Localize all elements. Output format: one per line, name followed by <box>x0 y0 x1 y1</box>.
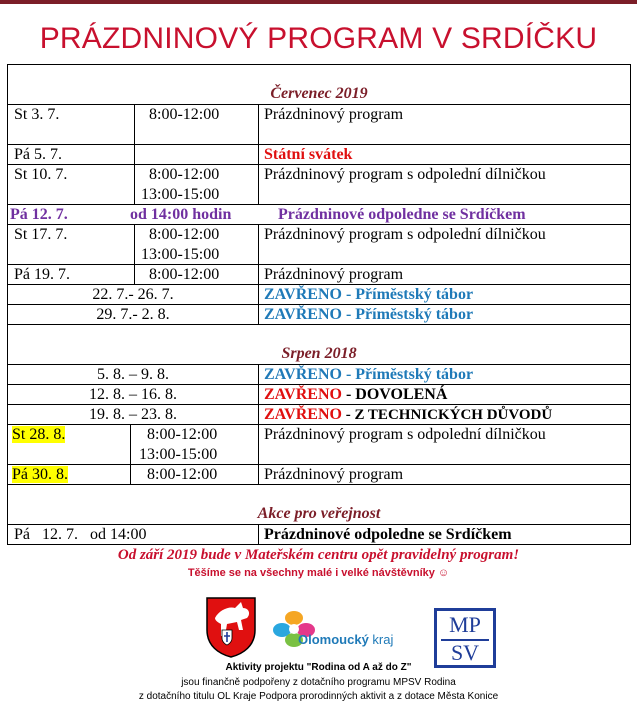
table-row <box>8 165 630 205</box>
time-start: 8:00-12:00 <box>149 106 220 123</box>
date-range: 19. 8. – 23. 8. <box>89 406 177 423</box>
table-row <box>8 225 630 265</box>
program-cell: Prázdninový program <box>258 465 403 484</box>
closed-cell <box>258 305 473 324</box>
closed-cell <box>258 385 447 404</box>
closed-cell <box>258 365 473 384</box>
table-row <box>8 525 630 544</box>
program-cell: Prázdninový program s odpolední dílničkou <box>258 425 546 464</box>
time-cell <box>134 145 258 164</box>
program-cell: Státní svátek <box>258 145 352 164</box>
schedule-table <box>7 64 631 545</box>
footer-funding-line: jsou finančně podpořeny z dotačního programu MPSV Rodina <box>181 677 456 688</box>
closed-reason: - Příměstský tábor <box>341 286 474 303</box>
time-cell <box>130 425 258 464</box>
table-row <box>8 265 630 285</box>
date-range: 5. 8. – 9. 8. <box>97 366 169 383</box>
time-cell <box>134 225 258 264</box>
mpsv-top: MP <box>449 612 481 637</box>
table-row-closed <box>8 305 630 325</box>
closed-cell <box>258 285 473 304</box>
olomoucky-word: Olomoucký <box>298 632 369 647</box>
greeting-text: Těšíme se na všechny malé i velké návštěvníky ☺ <box>187 567 450 579</box>
time-afternoon: 13:00-15:00 <box>141 246 220 263</box>
table-row-closed <box>8 385 630 405</box>
section-title-public: Akce pro veřejnost <box>257 505 381 522</box>
closed-cell <box>258 405 552 424</box>
closed-reason: - DOVOLENÁ <box>341 386 448 403</box>
table-row-closed <box>8 285 630 305</box>
date-range: 22. 7.- 26. 7. <box>92 286 174 303</box>
day-label: St 28. 8. <box>12 426 66 443</box>
closed-reason: - Příměstský tábor <box>341 366 474 383</box>
time-afternoon: 13:00-15:00 <box>139 446 218 463</box>
olomoucky-kraj-label <box>298 632 393 647</box>
day-cell <box>12 425 65 464</box>
section-title-august: Srpen 2018 <box>281 345 357 362</box>
section-row-july <box>8 65 630 105</box>
section-title-july: Červenec 2019 <box>270 85 368 102</box>
footer-project-line: Aktivity projektu "Rodina od A až do Z" <box>225 662 412 673</box>
table-row <box>8 465 630 485</box>
time-cell: 8:00-12:00 <box>134 265 258 284</box>
table-row <box>8 145 630 165</box>
time-cell <box>134 105 258 144</box>
table-row-closed <box>8 405 630 425</box>
day-cell: St 17. 7. <box>14 226 68 243</box>
day-cell: St 10. 7. <box>14 166 68 183</box>
day-cell: Pá 12. 7. <box>10 206 68 223</box>
table-row-closed <box>8 365 630 385</box>
time-cell: 8:00-12:00 <box>130 465 258 484</box>
mpsv-bottom: SV <box>450 640 480 665</box>
program-cell: Prázdninové odpoledne se Srdíčkem <box>278 206 526 223</box>
closed-reason: - Z TECHNICKÝCH DŮVODŮ <box>341 407 553 423</box>
footer-grant-line: z dotačního titulu OL Kraje Podpora prorodinných aktivit a z dotace Města Konice <box>138 691 499 702</box>
table-row <box>8 105 630 145</box>
mpsv-logo <box>434 608 496 668</box>
program-cell: Prázdninový program <box>258 265 403 284</box>
closed-label: ZAVŘENO <box>264 286 342 303</box>
day-cell: Pá 5. 7. <box>14 146 62 163</box>
time-afternoon: 13:00-15:00 <box>141 186 220 203</box>
day-cell <box>12 465 68 484</box>
date-range: 29. 7.- 2. 8. <box>96 306 170 323</box>
program-cell: Prázdninový program <box>258 105 403 144</box>
section-row-august <box>8 325 630 365</box>
closed-label: ZAVŘENO <box>264 406 342 423</box>
section-row-public <box>8 485 630 525</box>
kraj-word: kraj <box>372 632 394 647</box>
public-event-title: Prázdninové odpoledne se Srdíčkem <box>258 525 512 544</box>
table-row-highlight <box>8 205 630 225</box>
time-cell: od 14:00 hodin <box>130 206 232 223</box>
time-start: 8:00-12:00 <box>147 426 218 443</box>
day-label: Pá 30. 8. <box>12 466 68 483</box>
day-cell: Pá 19. 7. <box>14 266 70 283</box>
program-cell: Prázdninový program s odpolední dílničkou <box>258 225 546 264</box>
closed-reason: - Příměstský tábor <box>341 306 474 323</box>
konice-coat-of-arms-logo <box>205 596 257 658</box>
public-event-date: Pá 12. 7. od 14:00 <box>14 526 147 543</box>
closed-label: ZAVŘENO <box>264 366 342 383</box>
closed-label: ZAVŘENO <box>264 386 342 403</box>
table-row <box>8 425 630 465</box>
program-cell: Prázdninový program s odpolední dílničkou <box>258 165 546 204</box>
top-border-bar <box>0 0 637 4</box>
time-start: 8:00-12:00 <box>149 226 220 243</box>
date-range: 12. 8. – 16. 8. <box>89 386 177 403</box>
day-cell: St 3. 7. <box>14 106 60 123</box>
time-cell <box>134 165 258 204</box>
time-start: 8:00-12:00 <box>149 166 220 183</box>
closed-label: ZAVŘENO <box>264 306 342 323</box>
page-title: PRÁZDNINOVÝ PROGRAM V SRDÍČKU <box>39 22 598 55</box>
olomoucky-kraj-logo <box>272 608 422 658</box>
announcement-text: Od září 2019 bude v Mateřském centru opět pravidelný program! <box>117 547 520 563</box>
